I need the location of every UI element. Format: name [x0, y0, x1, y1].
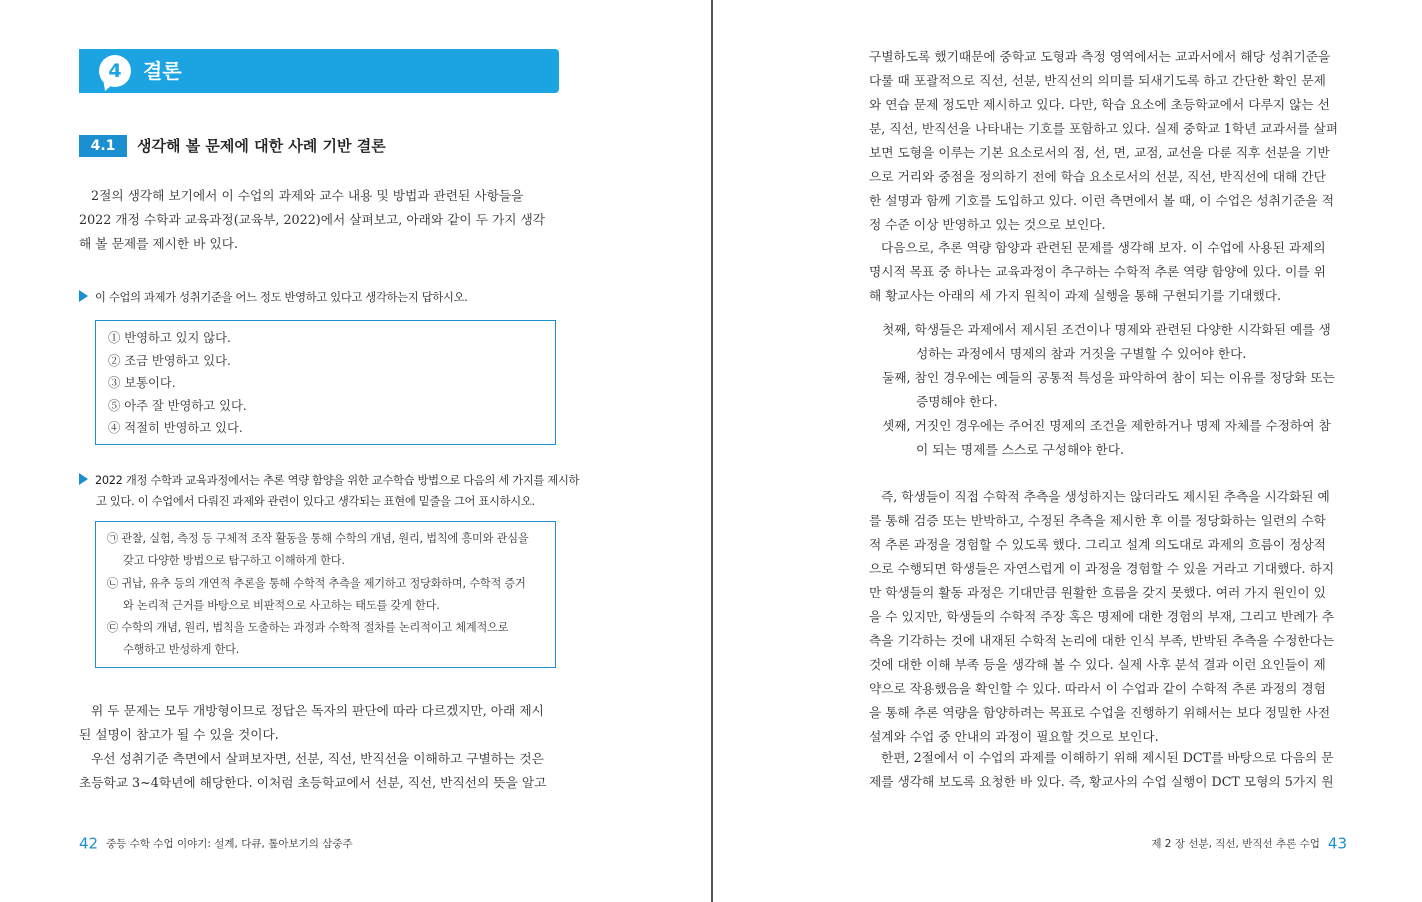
closing-paragraph [79, 699, 559, 795]
triangle-marker-icon [79, 473, 88, 485]
left-footer [79, 833, 353, 853]
section-title: 생각해 볼 문제에 대한 사례 기반 결론 [137, 137, 386, 155]
chapter-banner [79, 49, 559, 93]
text-line: 구별하도록 했기때문에 중학교 도형과 측정 영역에서는 교과서에서 해당 성취기준을 [869, 49, 1331, 64]
method-line: 갖고 다양한 방법으로 탐구하고 이해하게 한다. [123, 554, 345, 568]
text-line: 것에 대한 이해 부족 등을 생각해 볼 수 있다. 실제 사후 분석 결과 이런 요인들이 제 [869, 657, 1326, 672]
text-line: 정 수준 이상 반영하고 있는 것으로 보인다. [869, 217, 1106, 232]
method-line: ㉠ 관찰, 실험, 측정 등 구체적 조작 활동을 통해 수학의 개념, 원리, 법칙에 흥미와 관심을 [107, 532, 529, 545]
text-line: 보면 도형을 이루는 기본 요소로서의 점, 선, 면, 교점, 교선을 다룬 직후 선분을 기반 [869, 145, 1330, 160]
right-paragraph-3 [869, 485, 1347, 749]
page-number: 43 [1327, 834, 1347, 853]
text-line: 와 연습 문제 정도만 제시하고 있다. 다만, 학습 요소에 초등학교에서 다루지 않는 선 [869, 97, 1330, 112]
text-line: 을 수 있지만, 학생들의 수학적 주장 혹은 명제에 대한 경험의 부재, 그리고 반례가 추 [869, 609, 1334, 624]
text-line: 으로 수행되면 학생들은 자연스럽게 이 과정을 경험할 수 있을 거라고 기대했다. 하지 [869, 561, 1335, 576]
text-line: 한편, 2절에서 이 수업의 과제를 이해하기 위해 제시된 DCT를 바탕으로 다음의 문 [881, 750, 1334, 765]
text-line: 즉, 학생들이 직접 수학적 추측을 생성하지는 않더라도 제시된 추측을 시각화된 예 [881, 489, 1330, 504]
text-line: 다음으로, 추론 역량 함양과 관련된 문제를 생각해 보자. 이 수업에 사용된 과제의 [881, 240, 1326, 255]
text-line: 초등학교 3~4학년에 해당한다. 이처럼 초등학교에서 선분, 직선, 반직선의 뜻을 알고 [79, 775, 547, 790]
running-chapter-title: 제 2 장 선분, 직선, 반직선 추론 수업 [1151, 838, 1320, 850]
text-line: 2절의 생각해 보기에서 이 수업의 과제와 교수 내용 및 방법과 관련된 사항들을 [91, 188, 524, 203]
intro-paragraph [79, 184, 559, 256]
principle-line: 첫째, 학생들은 과제에서 제시된 조건이나 명제와 관련된 다양한 시각화된 예를 생 [882, 322, 1331, 337]
question-2-text: 2022 개정 수학과 교육과정에서는 추론 역량 함양을 위한 교수학습 방법으로 다음의 세 가지를 제시하 [95, 474, 580, 487]
right-paragraph-2 [869, 236, 1347, 308]
text-line: 제를 생각해 보도록 요청한 바 있다. 즉, 황교사의 수업 실행이 DCT 모형의 5가지 원 [869, 774, 1334, 789]
text-line: 적 추론 과정을 경험할 수 있도록 했다. 그리고 설계 의도대로 과제의 흐름이 정상적 [869, 537, 1326, 552]
question-2-text: 고 있다. 이 수업에서 다뤄진 과제와 관련이 있다고 생각되는 표현에 밑줄을 그어 표시하시오. [96, 495, 535, 508]
triangle-marker-icon [79, 290, 88, 302]
principle-line: 이 되는 명제를 스스로 구성해야 한다. [916, 442, 1125, 457]
text-line: 위 두 문제는 모두 개방형이므로 정답은 독자의 판단에 따라 다르겠지만, 아래 제시 [91, 703, 544, 718]
answer-option: ② 조금 반영하고 있다. [108, 353, 231, 368]
principle-line: 증명해야 한다. [916, 394, 998, 409]
answer-option: ① 반영하고 있지 않다. [108, 331, 231, 345]
answer-options-box [95, 320, 556, 445]
text-line: 해 황교사는 아래의 세 가지 원칙이 과제 실행을 통해 구현되기를 기대했다. [869, 288, 1282, 303]
principle-line: 둘째, 참인 경우에는 예들의 공통적 특성을 파악하여 참이 되는 이유를 정당화 또는 [882, 370, 1335, 385]
answer-option: ③ 보통이다. [108, 376, 176, 390]
method-line: ㉢ 수학의 개념, 원리, 법칙을 도출하는 과정과 수학적 절차를 논리적이고 체계적으로 [107, 621, 509, 635]
text-line: 한 설명과 함께 기호를 도입하고 있다. 이런 측면에서 볼 때, 이 수업은 성취기준을 적 [869, 193, 1334, 208]
text-line: 측을 기각하는 것에 내재된 수학적 논리에 대한 인식 부족, 반박된 추측을 수정한다는 [869, 633, 1335, 648]
principle-line: 성하는 과정에서 명제의 참과 거짓을 구별할 수 있어야 한다. [916, 346, 1247, 361]
principles-list [869, 318, 1347, 462]
method-line: 와 논리적 근거를 바탕으로 비판적으로 사고하는 태도를 갖게 한다. [123, 598, 440, 612]
methods-box [95, 521, 556, 668]
text-line: 된 설명이 참고가 될 수 있을 것이다. [79, 727, 279, 742]
text-line: 를 통해 검증 또는 반박하고, 수정된 추측을 제시한 후 이를 정당화하는 일련의 수학 [869, 513, 1326, 528]
text-line: 으로 거리와 중점을 정의하기 전에 학습 요소로서의 선분, 직선, 반직선에 대해 간단 [869, 169, 1326, 184]
text-line: 만 학생들의 활동 과정은 기대만큼 원활한 흐름을 갖지 못했다. 여러 가지 원인이 있 [869, 585, 1326, 600]
chapter-title: 결론 [143, 59, 182, 83]
text-line: 명시적 목표 중 하나는 교육과정이 추구하는 수학적 추론 역량 함양에 있다. 이를 위 [869, 264, 1326, 279]
question-1-text: 이 수업의 과제가 성취기준을 어느 정도 반영하고 있다고 생각하는지 답하시오. [95, 291, 468, 304]
text-line: 해 볼 문제를 제시한 바 있다. [79, 236, 239, 251]
principle-line: 셋째, 거짓인 경우에는 주어진 명제의 조건을 제한하거나 명제 자체를 수정하여 참 [882, 418, 1331, 433]
page-number: 42 [79, 834, 99, 853]
chapter-number: 4 [108, 60, 122, 82]
chapter-speech-bubble-icon [99, 55, 131, 87]
text-line: 2022 개정 수학과 교육과정(교육부, 2022)에서 살펴보고, 아래와 같이 두 가지 생각 [79, 212, 546, 227]
question-2 [79, 470, 579, 512]
right-paragraph-4 [869, 746, 1347, 794]
text-line: 분, 직선, 반직선을 나타내는 기호를 포함하고 있다. 실제 중학교 1학년 교과서를 살펴 [869, 121, 1338, 136]
running-book-title: 중등 수학 수업 이야기: 설계, 다큐, 톺아보기의 삼중주 [106, 838, 353, 850]
answer-option: ⑤ 아주 잘 반영하고 있다. [108, 398, 247, 413]
text-line: 설계와 수업 중 안내의 과정이 필요할 것으로 보인다. [869, 729, 1159, 744]
right-paragraph-1 [869, 45, 1347, 237]
text-line: 약으로 작용했음을 확인할 수 있다. 따라서 이 수업과 같이 수학적 추론 과정의 경험 [869, 681, 1326, 696]
method-line: 수행하고 반성하게 한다. [123, 643, 240, 657]
question-1 [79, 287, 468, 308]
section-number: 4.1 [79, 135, 127, 157]
method-line: ㉡ 귀납, 유추 등의 개연적 추론을 통해 수학적 추측을 제기하고 정당화하며, 수학적 증거 [107, 576, 526, 590]
answer-option: ④ 적절히 반영하고 있다. [108, 421, 243, 435]
section-heading [79, 135, 386, 157]
text-line: 을 통해 추론 역량을 함양하려는 목표로 수업을 진행하기 위해서는 보다 정밀한 사전 [869, 705, 1331, 720]
text-line: 다룰 때 포괄적으로 직선, 선분, 반직선의 의미를 되새기도록 하고 간단한 확인 문제 [869, 73, 1326, 88]
text-line: 우선 성취기준 측면에서 살펴보자면, 선분, 직선, 반직선을 이해하고 구별하는 것은 [91, 751, 544, 766]
right-footer [1151, 833, 1347, 853]
